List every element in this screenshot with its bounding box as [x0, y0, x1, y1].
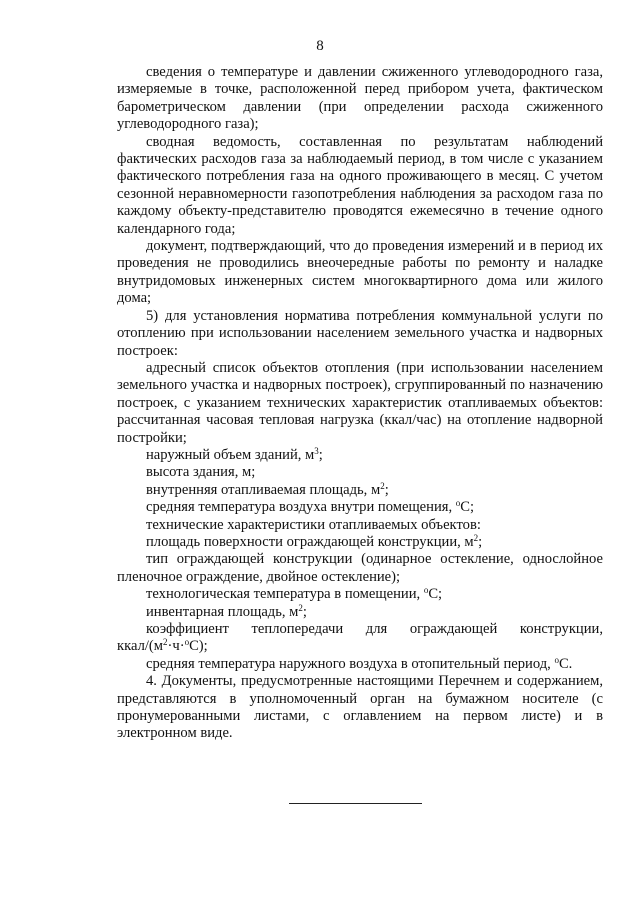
paragraph-summary-statement: сводная ведомость, составленная по результатам наблюдений фактических расходов газа за наблюдаемый период, в том числе с указанием фактического потребления газа на одного проживающего в месяц. С учетом сезонной неравномерности газопотребления наблюдения за расходом газа по каждому объекту-представителю проводятся ежемесячно в течение одного календарного года;	[117, 133, 603, 237]
document-body	[117, 64, 603, 743]
item-inventory-area: инвентарная площадь, $м^2$;	[146, 602, 307, 620]
item-building-height: высота здания, м;	[146, 464, 256, 481]
footer-divider-line	[289, 803, 422, 804]
item-enclosure-surface-area: площадь поверхности ограждающей конструкции, $м^2$;	[146, 532, 483, 550]
item-indoor-temperature: средняя температура воздуха внутри помещения, $^о$С;	[146, 498, 475, 516]
paragraph-documents-submission: 4. Документы, предусмотренные настоящими Перечнем и содержанием, представляются в уполномоченный орган на бумажном носителе (с пронумерованными листами, с оглавлением на первом листе) и в электронном виде.	[117, 673, 603, 742]
item-process-temperature: технологическая температура в помещении, $^о$С;	[146, 585, 443, 603]
item-heat-transfer-coefficient: коэффициент теплопередачи для ограждающей конструкции, ккал/$(м^2\cdot ч\cdot^оС)$;	[117, 621, 603, 655]
item-outdoor-temperature: средняя температура наружного воздуха в отопительный период, $^о$С.	[146, 654, 573, 672]
paragraph-repair-document: документ, подтверждающий, что до проведения измерений и в период их проведения не проводились внеочередные работы по ремонту и наладке внутридомовых инженерных систем многоквартирного дома или жилого дома;	[117, 238, 603, 307]
item-technical-characteristics: технические характеристики отапливаемых объектов:	[146, 516, 481, 533]
item-enclosure-type: тип ограждающей конструкции (одинарное остекление, однослойное пленочное ограждение, двойное остекление);	[117, 551, 603, 585]
paragraph-address-list: адресный список объектов отопления (при использовании населением земельного участка и надворных построек), сгруппированный по назначению построек, с указанием технических характеристик отапливаемых объектов: рассчитанная часовая тепловая нагрузка (ккал/час) на отопление надворной постройки;	[117, 359, 603, 446]
paragraph-gas-temperature: сведения о температуре и давлении сжиженного углеводородного газа, измеряемые в точке, расположенной перед прибором учета, фактическом барометрическом давлении (при определении расхода сжиженного углеводородного газа);	[117, 64, 603, 133]
page-number: 8	[316, 38, 324, 54]
item-heated-area: внутренняя отапливаемая площадь, $м^2$;	[146, 480, 389, 498]
item-building-volume: наружный объем зданий, $м^3$;	[146, 445, 323, 463]
paragraph-heating-norm: 5) для установления норматива потребления коммунальной услуги по отоплению при использовании населением земельного участка и надворных построек:	[117, 307, 603, 359]
